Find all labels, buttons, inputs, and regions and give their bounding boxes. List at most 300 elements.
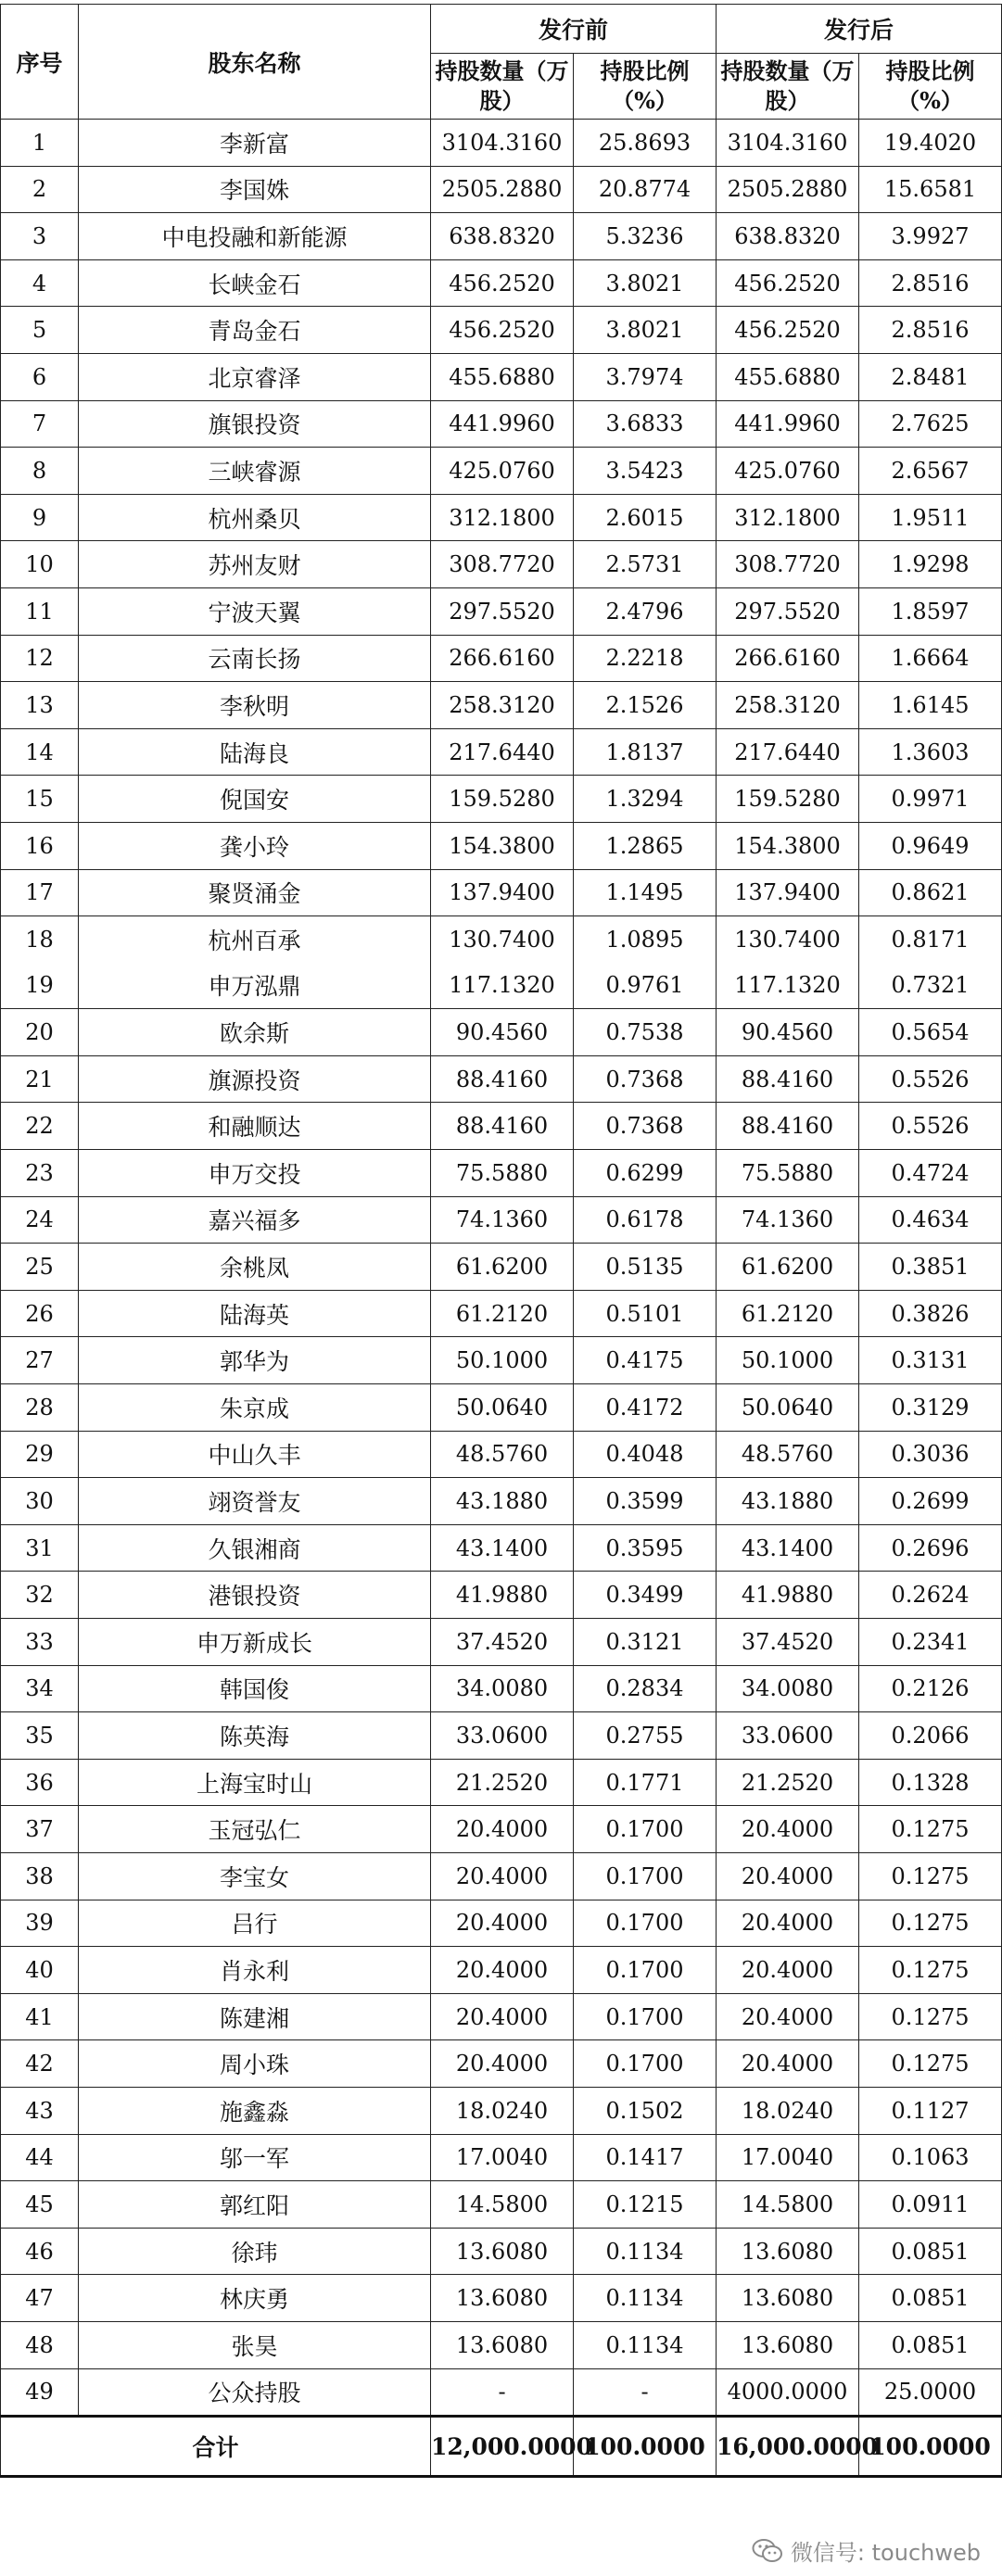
table-row — [1, 682, 1002, 729]
before-ratio: 0.1700 — [574, 1806, 717, 1853]
before-shares: 34.0080 — [431, 1665, 574, 1712]
row-index: 20 — [1, 1009, 79, 1056]
after-ratio: 0.5654 — [859, 1009, 1002, 1056]
shareholder-name: 陈建湘 — [79, 1993, 431, 2040]
after-shares: 20.4000 — [717, 1852, 859, 1900]
before-shares: 33.0600 — [431, 1712, 574, 1760]
before-ratio: 0.6299 — [574, 1150, 717, 1197]
table-row — [1, 2087, 1002, 2134]
before-ratio: 0.1134 — [574, 2275, 717, 2322]
after-ratio: 0.1275 — [859, 2040, 1002, 2088]
shareholder-name: 李宝女 — [79, 1852, 431, 1900]
header-after-issue: 发行后 — [717, 5, 1002, 54]
table-row — [1, 448, 1002, 495]
before-shares: 88.4160 — [431, 1055, 574, 1103]
row-index: 6 — [1, 353, 79, 400]
shareholder-name: 李新富 — [79, 120, 431, 167]
after-shares: 154.3800 — [717, 822, 859, 869]
before-shares: 20.4000 — [431, 1900, 574, 1947]
after-ratio: 19.4020 — [859, 120, 1002, 167]
after-ratio: 0.1275 — [859, 1852, 1002, 1900]
shareholder-name: 上海宝时山 — [79, 1759, 431, 1806]
after-ratio: 0.2066 — [859, 1712, 1002, 1760]
watermark — [752, 2534, 981, 2567]
after-shares: 13.6080 — [717, 2321, 859, 2368]
before-ratio: 0.1700 — [574, 1900, 717, 1947]
row-index: 3 — [1, 213, 79, 260]
table-row — [1, 635, 1002, 682]
after-ratio: 1.6664 — [859, 635, 1002, 682]
table-row — [1, 916, 1002, 963]
shareholder-name: 青岛金石 — [79, 307, 431, 354]
header-index: 序号 — [1, 5, 79, 120]
after-shares: 425.0760 — [717, 448, 859, 495]
table-row — [1, 2368, 1002, 2417]
before-shares: 137.9400 — [431, 869, 574, 916]
row-index: 32 — [1, 1572, 79, 1619]
after-shares: 43.1880 — [717, 1478, 859, 1525]
after-ratio: 0.1127 — [859, 2087, 1002, 2134]
shareholder-name: 三峡睿源 — [79, 448, 431, 495]
table-row — [1, 1759, 1002, 1806]
row-index: 47 — [1, 2275, 79, 2322]
header-after-ratio: 持股比例（%） — [859, 54, 1002, 120]
table-row — [1, 1384, 1002, 1432]
table-row — [1, 1524, 1002, 1572]
after-shares: 266.6160 — [717, 635, 859, 682]
shareholder-name: 翊资誉友 — [79, 1478, 431, 1525]
row-index: 12 — [1, 635, 79, 682]
before-ratio: 0.7368 — [574, 1103, 717, 1150]
before-ratio: 25.8693 — [574, 120, 717, 167]
row-index: 9 — [1, 494, 79, 541]
watermark-text: 微信号: touchweb — [790, 2540, 981, 2566]
before-shares: 74.1360 — [431, 1196, 574, 1244]
table-row — [1, 494, 1002, 541]
shareholder-name: 李国姝 — [79, 166, 431, 213]
after-ratio: 0.1275 — [859, 1900, 1002, 1947]
before-ratio: 3.5423 — [574, 448, 717, 495]
after-shares: 20.4000 — [717, 2040, 859, 2088]
table-row — [1, 1665, 1002, 1712]
table-row — [1, 1572, 1002, 1619]
shareholder-name: 聚贤涌金 — [79, 869, 431, 916]
after-shares: 75.5880 — [717, 1150, 859, 1197]
after-ratio: 1.8597 — [859, 587, 1002, 635]
before-shares: 266.6160 — [431, 635, 574, 682]
row-index: 14 — [1, 728, 79, 776]
after-ratio: 0.3826 — [859, 1290, 1002, 1337]
after-shares: 13.6080 — [717, 2275, 859, 2322]
shareholder-name: 龚小玲 — [79, 822, 431, 869]
shareholder-name: 久银湘商 — [79, 1524, 431, 1572]
after-shares: 258.3120 — [717, 682, 859, 729]
row-index: 48 — [1, 2321, 79, 2368]
shareholder-name: 北京睿泽 — [79, 353, 431, 400]
table-row — [1, 822, 1002, 869]
after-ratio: 0.0851 — [859, 2228, 1002, 2275]
row-index: 11 — [1, 587, 79, 635]
before-shares: 456.2520 — [431, 259, 574, 307]
before-shares: 455.6880 — [431, 353, 574, 400]
row-index: 28 — [1, 1384, 79, 1432]
before-ratio: 0.1502 — [574, 2087, 717, 2134]
after-shares: 18.0240 — [717, 2087, 859, 2134]
before-ratio: 0.1771 — [574, 1759, 717, 1806]
before-ratio: 0.1215 — [574, 2181, 717, 2229]
shareholder-name: 申万交投 — [79, 1150, 431, 1197]
after-ratio: 0.2126 — [859, 1665, 1002, 1712]
before-ratio: 0.7368 — [574, 1055, 717, 1103]
row-index: 17 — [1, 869, 79, 916]
after-ratio: 0.1275 — [859, 1993, 1002, 2040]
shareholder-name: 郭华为 — [79, 1337, 431, 1384]
header-before-issue: 发行前 — [431, 5, 717, 54]
row-index: 38 — [1, 1852, 79, 1900]
shareholder-name: 邬一军 — [79, 2134, 431, 2181]
table-row — [1, 1478, 1002, 1525]
after-ratio: 0.1275 — [859, 1806, 1002, 1853]
shareholder-name: 杭州百承 — [79, 916, 431, 963]
table-row — [1, 1009, 1002, 1056]
after-shares: 41.9880 — [717, 1572, 859, 1619]
after-shares: 455.6880 — [717, 353, 859, 400]
shareholder-name: 杭州桑贝 — [79, 494, 431, 541]
after-ratio: 0.2696 — [859, 1524, 1002, 1572]
row-index: 45 — [1, 2181, 79, 2229]
after-ratio: 0.9971 — [859, 776, 1002, 823]
table-row — [1, 400, 1002, 448]
total-before-shares: 12,000.0000 — [431, 2417, 574, 2477]
after-ratio: 2.7625 — [859, 400, 1002, 448]
shareholder-name: 旗银投资 — [79, 400, 431, 448]
table-row — [1, 2321, 1002, 2368]
shareholder-name: 云南长扬 — [79, 635, 431, 682]
table-row — [1, 353, 1002, 400]
after-ratio: 3.9927 — [859, 213, 1002, 260]
after-shares: 3104.3160 — [717, 120, 859, 167]
before-ratio: 0.4048 — [574, 1431, 717, 1478]
table-row — [1, 1244, 1002, 1291]
before-ratio: 2.6015 — [574, 494, 717, 541]
before-shares: 48.5760 — [431, 1431, 574, 1478]
shareholder-name: 余桃凤 — [79, 1244, 431, 1291]
before-ratio: 0.1700 — [574, 1852, 717, 1900]
table-row — [1, 1150, 1002, 1197]
table-row — [1, 1290, 1002, 1337]
shareholder-name: 李秋明 — [79, 682, 431, 729]
before-ratio: 1.3294 — [574, 776, 717, 823]
after-shares: 308.7720 — [717, 541, 859, 588]
before-shares: 50.0640 — [431, 1384, 574, 1432]
table-row — [1, 213, 1002, 260]
row-index: 8 — [1, 448, 79, 495]
after-ratio: 0.4634 — [859, 1196, 1002, 1244]
shareholder-name: 张昊 — [79, 2321, 431, 2368]
row-index: 24 — [1, 1196, 79, 1244]
before-ratio: 2.5731 — [574, 541, 717, 588]
before-ratio: 3.8021 — [574, 307, 717, 354]
table-row — [1, 1619, 1002, 1666]
shareholder-name: 申万新成长 — [79, 1619, 431, 1666]
after-shares: 74.1360 — [717, 1196, 859, 1244]
table-row — [1, 259, 1002, 307]
before-shares: 37.4520 — [431, 1619, 574, 1666]
after-shares: 48.5760 — [717, 1431, 859, 1478]
after-shares: 159.5280 — [717, 776, 859, 823]
after-shares: 33.0600 — [717, 1712, 859, 1760]
shareholder-name: 申万泓鼎 — [79, 963, 431, 1009]
before-ratio: 1.8137 — [574, 728, 717, 776]
after-ratio: 25.0000 — [859, 2368, 1002, 2417]
before-ratio: 3.8021 — [574, 259, 717, 307]
table-row — [1, 776, 1002, 823]
table-row — [1, 307, 1002, 354]
before-ratio: 0.6178 — [574, 1196, 717, 1244]
before-shares: 88.4160 — [431, 1103, 574, 1150]
before-ratio: 0.1134 — [574, 2228, 717, 2275]
after-ratio: 2.6567 — [859, 448, 1002, 495]
after-ratio: 0.5526 — [859, 1103, 1002, 1150]
total-after-shares: 16,000.0000 — [717, 2417, 859, 2477]
row-index: 31 — [1, 1524, 79, 1572]
after-shares: 14.5800 — [717, 2181, 859, 2229]
after-ratio: 0.2341 — [859, 1619, 1002, 1666]
before-shares: 308.7720 — [431, 541, 574, 588]
after-ratio: 0.3851 — [859, 1244, 1002, 1291]
shareholder-name: 陆海英 — [79, 1290, 431, 1337]
table-row — [1, 541, 1002, 588]
after-shares: 312.1800 — [717, 494, 859, 541]
table-row — [1, 1806, 1002, 1853]
after-ratio: 0.0851 — [859, 2275, 1002, 2322]
before-shares: 217.6440 — [431, 728, 574, 776]
shareholder-name: 徐玮 — [79, 2228, 431, 2275]
after-ratio: 1.3603 — [859, 728, 1002, 776]
after-shares: 88.4160 — [717, 1103, 859, 1150]
before-ratio: 0.3499 — [574, 1572, 717, 1619]
row-index: 30 — [1, 1478, 79, 1525]
row-index: 39 — [1, 1900, 79, 1947]
shareholder-name: 朱京成 — [79, 1384, 431, 1432]
before-ratio: 3.6833 — [574, 400, 717, 448]
row-index: 23 — [1, 1150, 79, 1197]
before-ratio: 3.7974 — [574, 353, 717, 400]
after-shares: 37.4520 — [717, 1619, 859, 1666]
shareholder-name: 宁波天翼 — [79, 587, 431, 635]
before-shares: 43.1400 — [431, 1524, 574, 1572]
after-ratio: 0.5526 — [859, 1055, 1002, 1103]
total-row — [1, 2417, 1002, 2477]
before-shares: 638.8320 — [431, 213, 574, 260]
total-label: 合计 — [1, 2417, 431, 2477]
before-shares: 20.4000 — [431, 2040, 574, 2088]
row-index: 5 — [1, 307, 79, 354]
after-ratio: 1.6145 — [859, 682, 1002, 729]
after-shares: 456.2520 — [717, 307, 859, 354]
after-ratio: 0.2624 — [859, 1572, 1002, 1619]
table-row — [1, 728, 1002, 776]
row-index: 1 — [1, 120, 79, 167]
after-shares: 137.9400 — [717, 869, 859, 916]
table-row — [1, 2134, 1002, 2181]
header-after-shares: 持股数量（万股） — [717, 54, 859, 120]
after-shares: 456.2520 — [717, 259, 859, 307]
before-shares: 50.1000 — [431, 1337, 574, 1384]
before-shares: - — [431, 2368, 574, 2417]
shareholder-name: 陈英海 — [79, 1712, 431, 1760]
table-row — [1, 1712, 1002, 1760]
after-ratio: 1.9298 — [859, 541, 1002, 588]
shareholder-name: 嘉兴福多 — [79, 1196, 431, 1244]
after-shares: 50.0640 — [717, 1384, 859, 1432]
after-shares: 21.2520 — [717, 1759, 859, 1806]
after-shares: 20.4000 — [717, 1993, 859, 2040]
after-ratio: 15.6581 — [859, 166, 1002, 213]
table-row — [1, 1900, 1002, 1947]
after-shares: 50.1000 — [717, 1337, 859, 1384]
shareholder-name: 公众持股 — [79, 2368, 431, 2417]
shareholder-name: 旗源投资 — [79, 1055, 431, 1103]
before-shares: 154.3800 — [431, 822, 574, 869]
before-ratio: 2.4796 — [574, 587, 717, 635]
before-ratio: 1.0895 — [574, 916, 717, 963]
shareholder-name: 长峡金石 — [79, 259, 431, 307]
table-row — [1, 1431, 1002, 1478]
before-ratio: 0.4175 — [574, 1337, 717, 1384]
header-before-shares: 持股数量（万股） — [431, 54, 574, 120]
before-shares: 21.2520 — [431, 1759, 574, 1806]
row-index: 10 — [1, 541, 79, 588]
before-ratio: 0.1134 — [574, 2321, 717, 2368]
row-index: 41 — [1, 1993, 79, 2040]
table-row — [1, 2228, 1002, 2275]
shareholder-name: 中电投融和新能源 — [79, 213, 431, 260]
after-shares: 217.6440 — [717, 728, 859, 776]
before-shares: 20.4000 — [431, 1852, 574, 1900]
row-index: 13 — [1, 682, 79, 729]
total-before-ratio: 100.0000 — [574, 2417, 717, 2477]
total-after-ratio: 100.0000 — [859, 2417, 1002, 2477]
before-shares: 456.2520 — [431, 307, 574, 354]
row-index: 15 — [1, 776, 79, 823]
row-index: 27 — [1, 1337, 79, 1384]
before-ratio: 0.3121 — [574, 1619, 717, 1666]
shareholder-name: 吕行 — [79, 1900, 431, 1947]
row-index: 43 — [1, 2087, 79, 2134]
before-ratio: 1.1495 — [574, 869, 717, 916]
row-index: 49 — [1, 2368, 79, 2417]
row-index: 29 — [1, 1431, 79, 1478]
before-shares: 75.5880 — [431, 1150, 574, 1197]
before-shares: 13.6080 — [431, 2228, 574, 2275]
row-index: 21 — [1, 1055, 79, 1103]
table-row — [1, 963, 1002, 1009]
before-ratio: 0.2755 — [574, 1712, 717, 1760]
after-shares: 90.4560 — [717, 1009, 859, 1056]
after-shares: 117.1320 — [717, 963, 859, 1009]
shareholder-name: 玉冠弘仁 — [79, 1806, 431, 1853]
row-index: 25 — [1, 1244, 79, 1291]
before-shares: 117.1320 — [431, 963, 574, 1009]
shareholder-table — [0, 4, 1002, 2478]
before-shares: 43.1880 — [431, 1478, 574, 1525]
table-row — [1, 1947, 1002, 1994]
shareholder-name: 韩国俊 — [79, 1665, 431, 1712]
after-ratio: 1.9511 — [859, 494, 1002, 541]
row-index: 4 — [1, 259, 79, 307]
before-shares: 17.0040 — [431, 2134, 574, 2181]
after-shares: 17.0040 — [717, 2134, 859, 2181]
after-shares: 297.5520 — [717, 587, 859, 635]
shareholder-name: 陆海良 — [79, 728, 431, 776]
before-ratio: 0.2834 — [574, 1665, 717, 1712]
table-row — [1, 1103, 1002, 1150]
after-shares: 88.4160 — [717, 1055, 859, 1103]
after-ratio: 0.3131 — [859, 1337, 1002, 1384]
after-ratio: 0.2699 — [859, 1478, 1002, 1525]
table-row — [1, 166, 1002, 213]
row-index: 2 — [1, 166, 79, 213]
before-shares: 2505.2880 — [431, 166, 574, 213]
before-shares: 441.9960 — [431, 400, 574, 448]
after-ratio: 0.7321 — [859, 963, 1002, 1009]
shareholder-name: 倪国安 — [79, 776, 431, 823]
after-shares: 61.2120 — [717, 1290, 859, 1337]
before-shares: 425.0760 — [431, 448, 574, 495]
row-index: 26 — [1, 1290, 79, 1337]
after-shares: 441.9960 — [717, 400, 859, 448]
before-ratio: 0.1417 — [574, 2134, 717, 2181]
before-ratio: 0.7538 — [574, 1009, 717, 1056]
after-ratio: 0.8171 — [859, 916, 1002, 963]
after-shares: 20.4000 — [717, 1900, 859, 1947]
after-ratio: 2.8516 — [859, 259, 1002, 307]
before-shares: 18.0240 — [431, 2087, 574, 2134]
after-ratio: 0.3036 — [859, 1431, 1002, 1478]
after-ratio: 0.3129 — [859, 1384, 1002, 1432]
after-shares: 130.7400 — [717, 916, 859, 963]
row-index: 18 — [1, 916, 79, 963]
before-ratio: 2.2218 — [574, 635, 717, 682]
after-ratio: 2.8516 — [859, 307, 1002, 354]
before-shares: 20.4000 — [431, 1993, 574, 2040]
row-index: 19 — [1, 963, 79, 1009]
before-shares: 61.2120 — [431, 1290, 574, 1337]
row-index: 44 — [1, 2134, 79, 2181]
shareholder-name: 肖永利 — [79, 1947, 431, 1994]
after-shares: 2505.2880 — [717, 166, 859, 213]
before-shares: 20.4000 — [431, 1806, 574, 1853]
before-ratio: 2.1526 — [574, 682, 717, 729]
after-shares: 61.6200 — [717, 1244, 859, 1291]
before-ratio: 0.9761 — [574, 963, 717, 1009]
after-ratio: 0.1328 — [859, 1759, 1002, 1806]
row-index: 37 — [1, 1806, 79, 1853]
before-ratio: 1.2865 — [574, 822, 717, 869]
before-shares: 3104.3160 — [431, 120, 574, 167]
before-shares: 90.4560 — [431, 1009, 574, 1056]
shareholder-name: 和融顺达 — [79, 1103, 431, 1150]
table-row — [1, 587, 1002, 635]
wechat-icon — [752, 2538, 783, 2564]
before-ratio: 5.3236 — [574, 213, 717, 260]
before-shares: 13.6080 — [431, 2275, 574, 2322]
before-shares: 20.4000 — [431, 1947, 574, 1994]
before-shares: 13.6080 — [431, 2321, 574, 2368]
shareholder-name: 欧余斯 — [79, 1009, 431, 1056]
table-row — [1, 1852, 1002, 1900]
